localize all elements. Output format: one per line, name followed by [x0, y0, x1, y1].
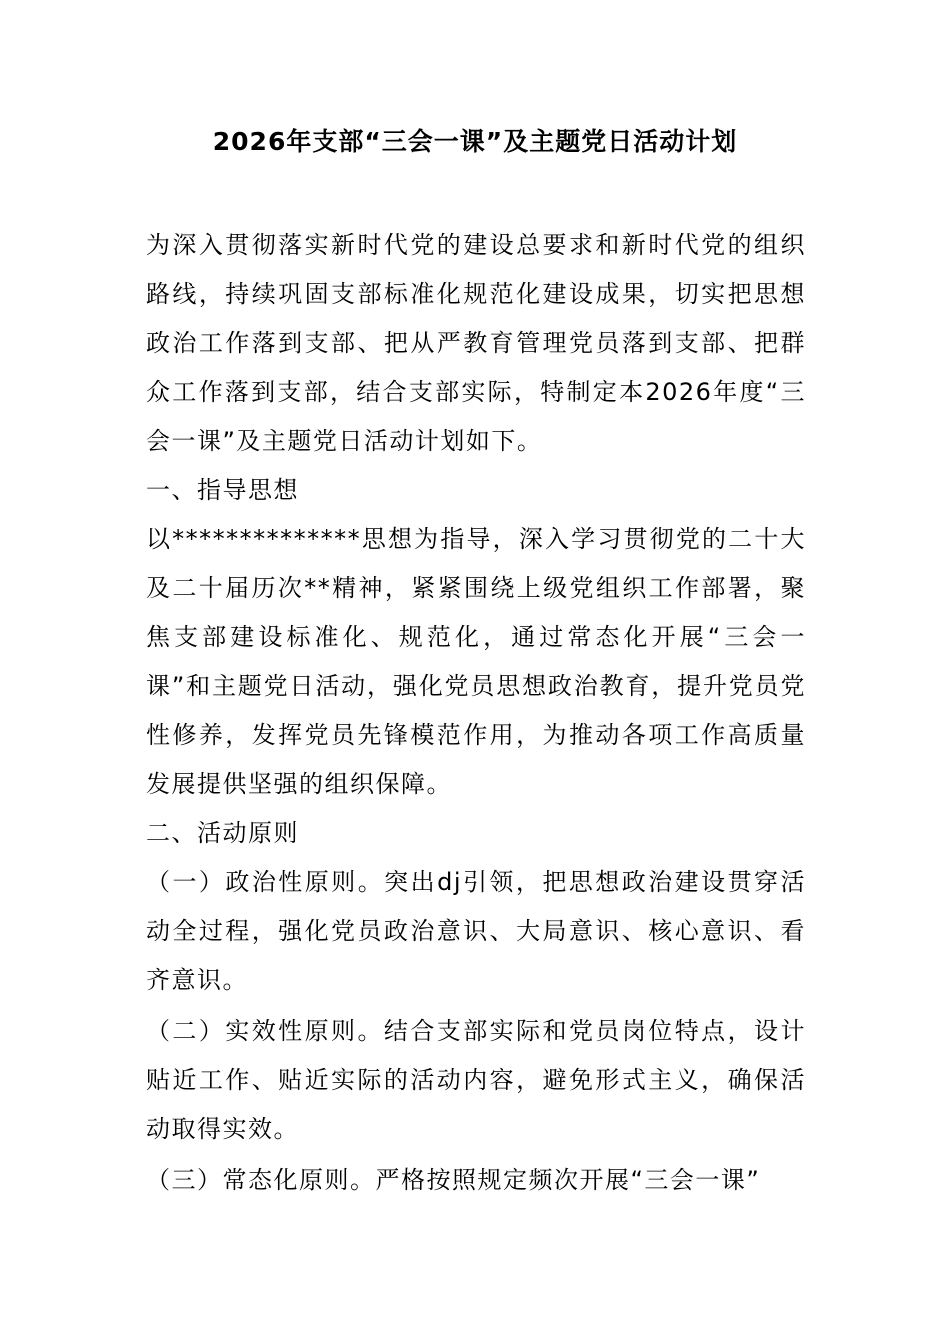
section-heading-principles: 二、活动原则: [146, 819, 299, 847]
principle-effectiveness-paragraph: （二）实效性原则。结合支部实际和党员岗位特点，设计贴近工作、贴近实际的活动内容，避免形式主义，确保活动取得实效。: [146, 1017, 806, 1143]
principle-political-paragraph: （一）政治性原则。突出dj引领，把思想政治建设贯穿活动全过程，强化党员政治意识、大局意识、核心意识、看齐意识。: [146, 868, 806, 994]
intro-paragraph: 为深入贯彻落实新时代党的建设总要求和新时代党的组织路线，持续巩固支部标准化规范化建设成果，切实把思想政治工作落到支部、把从严教育管理党员落到支部、把群众工作落到支部，结合支部实际，特制定本2026年度“三会一课”及主题党日活动计划如下。: [146, 231, 806, 455]
section-heading-guiding-ideology: 一、指导思想: [146, 476, 299, 504]
document-title: 2026年支部“三会一课”及主题党日活动计划: [212, 127, 738, 156]
guiding-ideology-paragraph: 以**************思想为指导，深入学习贯彻党的二十大及二十届历次**精神，紧紧围绕上级党组织工作部署，聚焦支部建设标准化、规范化，通过常态化开展“三会一课”和主题党日活动，强化党员思想政治教育，提升党员党性修养，发挥党员先锋模范作用，为推动各项工作高质量发展提供坚强的组织保障。: [146, 525, 806, 798]
document-body: [146, 221, 806, 1205]
principle-regular-paragraph: （三）常态化原则。严格按照规定频次开展“三会一课”: [146, 1166, 761, 1194]
